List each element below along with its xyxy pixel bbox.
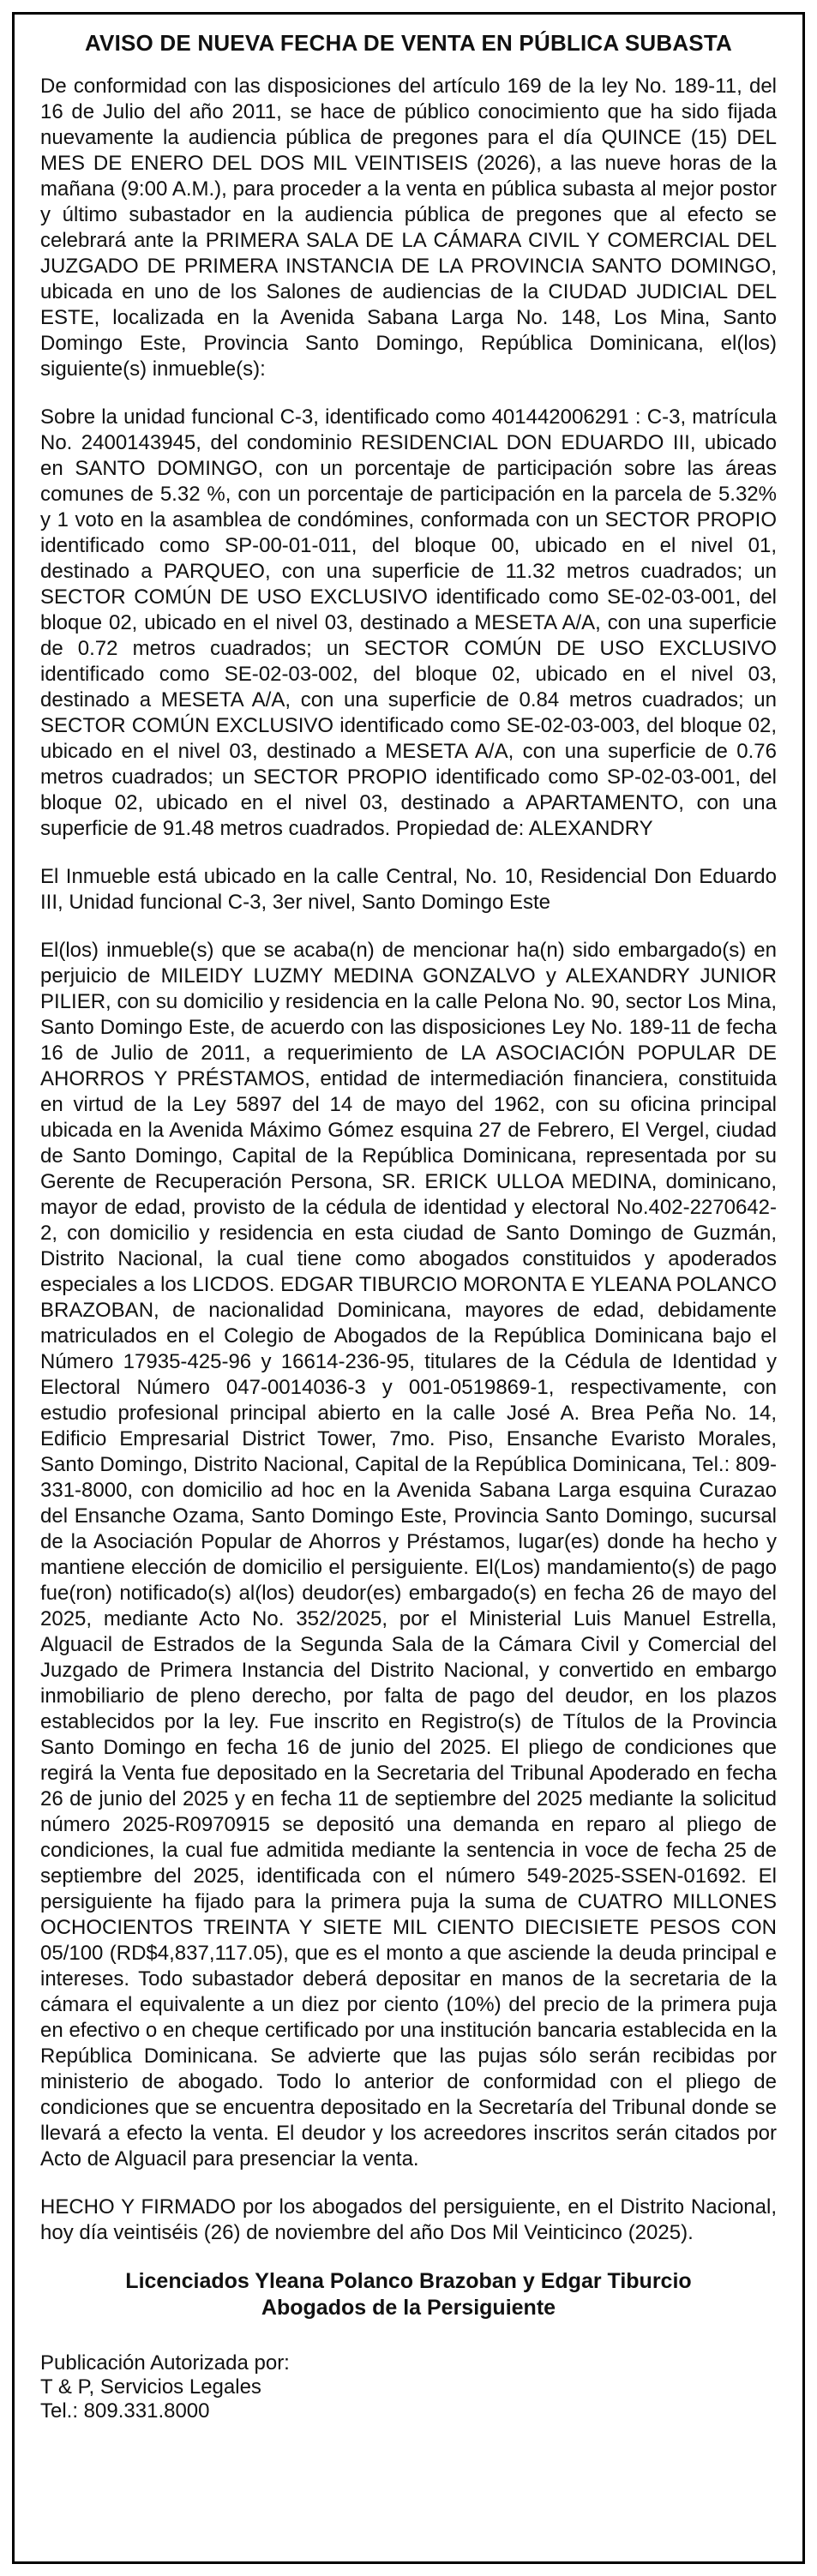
paragraph-signed-statement: HECHO Y FIRMADO por los abogados del persiguiente, en el Distrito Nacional, hoy día veintiséis (26) de noviembre del año Dos Mil Veinticinco (2025). (40, 2195, 777, 2244)
footer-authorized-by: Publicación Autorizada por: (40, 2351, 290, 2375)
publication-footer (40, 2351, 777, 2424)
paragraph-property-description: Sobre la unidad funcional C-3, identificado como 401442006291 : C-3, matrícula No. 2400143945, del condominio RESIDENCIAL DON EDUARDO III, ubicado en SANTO DOMINGO, con un porcentaje de participación sobre las áreas comunes de 5.32 %, con un porcentaje de participación en la parcela de 5.32% y 1 voto en la asamblea de condómines, conformada con un SECTOR PROPIO identificado como SP-00-01-011, del bloque 00, ubicado en el nivel 01, destinado a PARQUEO, con una superficie de 11.32 metros cuadrados; un SECTOR COMÚN DE USO EXCLUSIVO identificado como SE-02-03-001, del bloque 02, ubicado en el nivel 03, destinado a MESETA A/A, con una superficie de 0.72 metros cuadrados; un SECTOR COMÚN DE USO EXCLUSIVO identificado como SE-02-03-002, del bloque 02, ubicado en el nivel 03, destinado a MESETA A/A, con una superficie de 0.84 metros cuadrados; un SECTOR COMÚN EXCLUSIVO identificado como SE-02-03-003, del bloque 02, ubicado en el nivel 03, destinado a MESETA A/A, con una superficie de 0.76 metros cuadrados; un SECTOR PROPIO identificado como SP-02-03-001, del bloque 02, ubicado en el nivel 03, destinado a APARTAMENTO, con una superficie de 91.48 metros cuadrados. Propiedad de: ALEXANDRY (40, 405, 777, 840)
signature-block (40, 2268, 777, 2322)
paragraph-property-location: El Inmueble está ubicado en la calle Central, No. 10, Residencial Don Eduardo III, Unidad funcional C-3, 3er nivel, Santo Domingo Este (40, 865, 777, 914)
footer-phone: Tel.: 809.331.8000 (40, 2399, 210, 2423)
footer-firm-name: T & P, Servicios Legales (40, 2375, 261, 2399)
legal-notice-frame (12, 12, 805, 2564)
paragraph-hearing-announcement: De conformidad con las disposiciones del artículo 169 de la ley No. 189-11, del 16 de Julio del año 2011, se hace de público conocimiento que ha sido fijada nuevamente la audiencia pública de pregones para el día QUINCE (15) DEL MES DE ENERO DEL DOS MIL VEINTISEIS (2026), a las nueve horas de la mañana (9:00 A.M.), para proceder a la venta en pública subasta al mejor postor y último subastador en la audiencia pública de pregones que al efecto se celebrará ante la PRIMERA SALA DE LA CÁMARA CIVIL Y COMERCIAL DEL JUZGADO DE PRIMERA INSTANCIA DE LA PROVINCIA SANTO DOMINGO, ubicada en uno de los Salones de audiencias de la CIUDAD JUDICIAL DEL ESTE, localizada en la Avenida Sabana Larga No. 148, Los Mina, Santo Domingo Este, Provincia Santo Domingo, República Dominicana, el(los) siguiente(s) inmueble(s): (40, 75, 777, 381)
signature-lawyers: Licenciados Yleana Polanco Brazoban y Edgar Tiburcio (125, 2269, 692, 2293)
signature-role: Abogados de la Persiguiente (261, 2296, 556, 2321)
paragraph-seizure-details: El(los) inmueble(s) que se acaba(n) de mencionar ha(n) sido embargado(s) en perjuicio de MILEIDY LUZMY MEDINA GONZALVO y ALEXANDRY JUNIOR PILIER, con su domicilio y residencia en la calle Pelona No. 90, sector Los Mina, Santo Domingo Este, de acuerdo con las disposiciones Ley No. 189-11 de fecha 16 de Julio de 2011, a requerimiento de LA ASOCIACIÓN POPULAR DE AHORROS Y PRÉSTAMOS, entidad de intermediación financiera, constituida en virtud de la Ley 5897 del 14 de mayo del 1962, con su oficina principal ubicada en la Avenida Máximo Gómez esquina 27 de Febrero, El Vergel, ciudad de Santo Domingo, Capital de la República Dominicana, representada por su Gerente de Recuperación Persona, SR. ERICK ULLOA MEDINA, dominicano, mayor de edad, provisto de la cédula de identidad y electoral No.402-2270642-2, con domicilio y residencia en esta ciudad de Santo Domingo de Guzmán, Distrito Nacional, la cual tiene como abogados constituidos y apoderados especiales a los LICDOS. EDGAR TIBURCIO MORONTA E YLEANA POLANCO BRAZOBAN, de nacionalidad Dominicana, mayores de edad, debidamente matriculados en el Colegio de Abogados de la República Dominicana bajo el Número 17935-425-96 y 16614-236-95, titulares de la Cédula de Identidad y Electoral Número 047-0014036-3 y 001-0519869-1, respectivamente, con estudio profesional principal abierto en la calle José A. Brea Peña No. 14, Edificio Empresarial District Tower, 7mo. Piso, Ensanche Evaristo Morales, Santo Domingo, Distrito Nacional, Capital de la República Dominicana, Tel.: 809-331-8000, con domicilio ad hoc en la Avenida Sabana Larga esquina Curazao del Ensanche Ozama, Santo Domingo Este, Provincia Santo Domingo, sucursal de la Asociación Popular de Ahorros y Préstamos, lugar(es) donde ha hecho y mantiene elección de domicilio el persiguiente. El(Los) mandamiento(s) de pago fue(ron) notificado(s) al(los) deudor(es) embargado(s) en fecha 26 de mayo del 2025, mediante Acto No. 352/2025, por el Ministerial Luis Manuel Estrella, Alguacil de Estrados de la Segunda Sala de la Cámara Civil y Comercial del Juzgado de Primera Instancia del Distrito Nacional, y convertido en embargo inmobiliario de pleno derecho, por falta de pago del deudor, en los plazos establecidos por la ley. Fue inscrito en Registro(s) de Títulos de la Provincia Santo Domingo en fecha 16 de junio del 2025. El pliego de condiciones que regirá la Venta fue depositado en la Secretaria del Tribunal Apoderado en fecha 26 de junio del 2025 y en fecha 11 de septiembre del 2025 mediante la solicitud número 2025-R0970915 se depositó una demanda en reparo al pliego de condiciones, la cual fue admitida mediante la sentencia in voce de fecha 25 de septiembre del 2025, identificada con el número 549-2025-SSEN-01692. El persiguiente ha fijado para la primera puja la suma de CUATRO MILLONES OCHOCIENTOS TREINTA Y SIETE MIL CIENTO DIECISIETE PESOS CON 05/100 (RD$4,837,117.05), que es el monto a que asciende la deuda principal e intereses. Todo subastador deberá depositar en manos de la secretaria de la cámara el equivalente a un diez por ciento (10%) del precio de la primera puja en efectivo o en cheque certificado por una institución bancaria establecida en la República Dominicana. Se advierte que las pujas sólo serán recibidas por ministerio de abogado. Todo lo anterior de conformidad con el pliego de condiciones que se encuentra depositado en la Secretaría del Tribunal donde se llevará a efecto la venta. El deudor y los acreedores inscritos serán citados por Acto de Alguacil para presenciar la venta. (40, 939, 777, 2171)
notice-title: AVISO DE NUEVA FECHA DE VENTA EN PÚBLICA SUBASTA (85, 30, 732, 56)
